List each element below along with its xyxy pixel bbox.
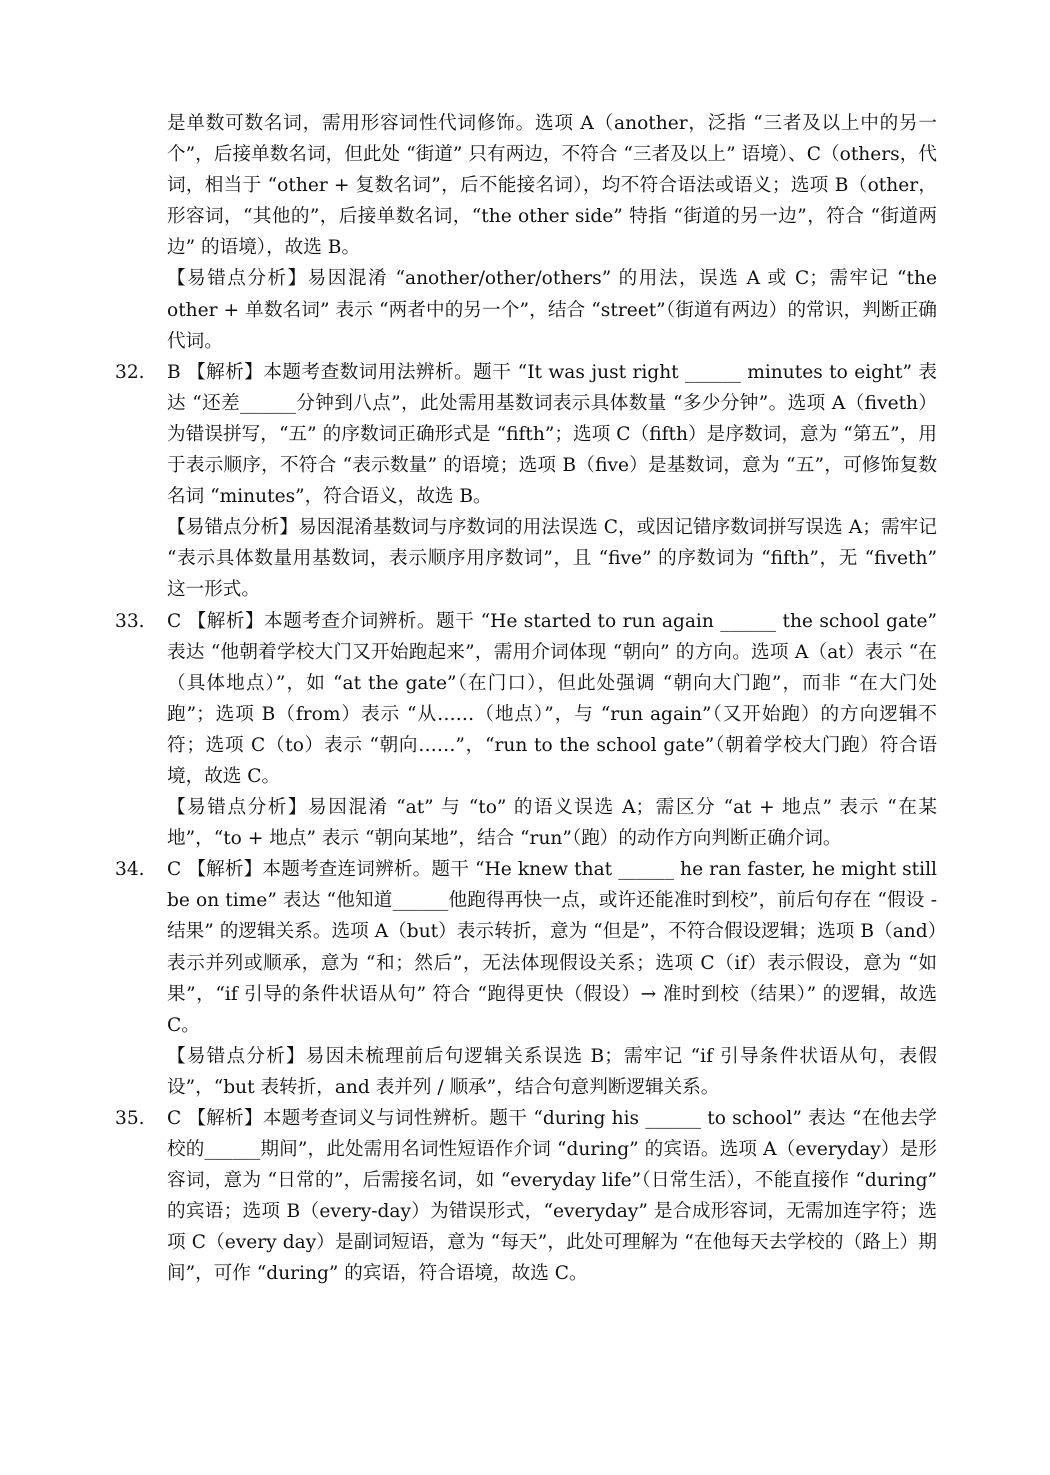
explanation-text: C 【解析】本题考查词义与词性辨析。题干 “during his ______ to school” 表达 “在他去学校的______期间”，此处需用名词性短语作介词 “during” 的宾语。选项 A（everyday）是形容词，意为 “日常的”，后需接名词，如 “everyday life”（日常生活），不能直接作 “during” 的宾语；选项 B（every-day）为错误形式，“everyday” 是合成形容词，无需加连字符；选项 C（every day）是副词短语，意为 “每天”，此处可理解为 “在他每天去学校的（路上）期间”，可作 “during” 的宾语，符合语境，故选 C。 [167,1108,937,1285]
question-item-32 [115,357,937,606]
explanation-text: C 【解析】本题考查连词辨析。题干 “He knew that ______ he ran faster, he might still be on time” 表达 “他知道______他跑得再快一点，或许还能准时到校”，前后句存在 “假设 - 结果” 的逻辑关系。选项 A（but）表示转折，意为 “但是”，不符合假设逻辑；选项 B（and）表示并列或顺承，意为 “和；然后”，无法体现假设关系；选项 C（if）表示假设，意为 “如果”，“if 引导的条件状语从句” 符合 “跑得更快（假设）→ 准时到校（结果）” 的逻辑，故选 C。 [167,859,937,1036]
continued-explanation-text: 是单数可数名词，需用形容词性代词修饰。选项 A（another，泛指 “三者及以上中的另一个”，后接单数名词，但此处 “街道” 只有两边，不符合 “三者及以上” 语境）、C（others，代词，相当于 “other + 复数名词”，后不能接名词），均不符合语法或语义；选项 B（other，形容词，“其他的”，后接单数名词，“the other side” 特指 “街道的另一边”，符合 “街道两边” 的语境），故选 B。 [167,113,937,259]
question-number: 33. [115,610,145,632]
question-item-34 [115,854,937,1103]
question-item-33 [115,606,937,855]
explanation-text: B 【解析】本题考查数词用法辨析。题干 “It was just right ______ minutes to eight” 表达 “还差______分钟到八点”，此处需用基数词表示具体数量 “多少分钟”。选项 A（fiveth）为错误拼写，“五” 的序数词正确形式是 “fifth”；选项 C（fifth）是序数词，意为 “第五”，用于表示顺序，不符合 “表示数量” 的语境；选项 B（five）是基数词，意为 “五”，可修饰复数名词 “minutes”，符合语义，故选 B。 [167,361,937,508]
error-analysis-note: 【易错点分析】易因未梳理前后句逻辑关系误选 B；需牢记 “if 引导条件状语从句，表假设”，“but 表转折，and 表并列 / 顺承”，结合句意判断逻辑关系。 [167,1045,937,1098]
question-number: 35. [115,1108,145,1129]
question-number: 32. [115,361,145,383]
answer-explanations [115,108,937,1290]
error-analysis-note: 【易错点分析】易因混淆 “another/other/others” 的用法，误选 A 或 C；需牢记 “the other + 单数名词” 表示 “两者中的另一个”，结合 “street”（街道有两边）的常识，判断正确代词。 [167,268,937,352]
error-analysis-note: 【易错点分析】易因混淆基数词与序数词的用法误选 C，或因记错序数词拼写误选 A；需牢记 “表示具体数量用基数词，表示顺序用序数词”，且 “five” 的序数词为 “fifth”，无 “fiveth” 这一形式。 [167,517,937,601]
question-number: 34. [115,859,145,881]
question-item-35 [115,1103,937,1290]
explanation-text: C 【解析】本题考查介词辨析。题干 “He started to run again ______ the school gate” 表达 “他朝着学校大门又开始跑起来”，需用介词体现 “朝向” 的方向。选项 A（at）表示 “在（具体地点）”，如 “at the gate”（在门口），但此处强调 “朝向大门跑”，而非 “在大门处跑”；选项 B（from）表示 “从……（地点）”，与 “run again”（又开始跑）的方向逻辑不符；选项 C（to）表示 “朝向……”，“run to the school gate”（朝着学校大门跑）符合语境，故选 C。 [167,610,937,787]
error-analysis-note: 【易错点分析】易因混淆 “at” 与 “to” 的语义误选 A；需区分 “at + 地点” 表示 “在某地”，“to + 地点” 表示 “朝向某地”，结合 “run”（跑）的动作方向判断正确介词。 [167,797,937,850]
